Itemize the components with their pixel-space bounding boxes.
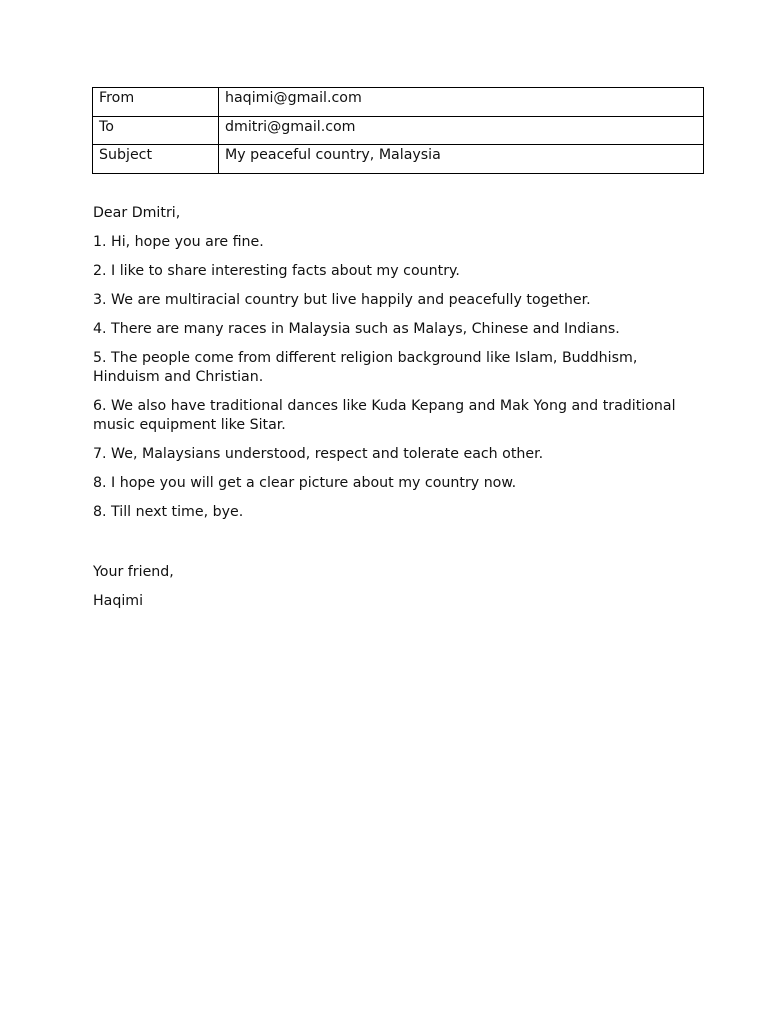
letter-point-2: 2. I like to share interesting facts about my country. [93,263,460,279]
letter-point-8: 8. I hope you will get a clear picture about my country now. [93,475,517,491]
letter-point-3: 3. We are multiracial country but live happily and peacefully together. [93,292,591,308]
letter-body [93,204,683,532]
subject-value: My peaceful country, Malaysia [219,145,704,174]
letter-point-5: 5. The people come from different religion background like Islam, Buddhism, Hinduism and Christian. [93,350,638,385]
to-value: dmitri@gmail.com [219,116,704,145]
letter-point-7: 7. We, Malaysians understood, respect and tolerate each other. [93,446,544,462]
greeting: Dear Dmitri, [93,205,181,221]
subject-label: Subject [93,145,219,174]
header-row-subject [93,145,704,174]
closing-line: Your friend, [93,564,174,580]
letter-point-6: 6. We also have traditional dances like Kuda Kepang and Mak Yong and traditional music equipment like Sitar. [93,398,676,433]
signature: Haqimi [93,593,144,609]
letter-closing [93,563,493,621]
from-value: haqimi@gmail.com [219,88,704,117]
from-label: From [93,88,219,117]
email-header-table [92,87,704,174]
letter-point-4: 4. There are many races in Malaysia such as Malays, Chinese and Indians. [93,321,620,337]
letter-point-9: 8. Till next time, bye. [93,504,244,520]
to-label: To [93,116,219,145]
letter-point-1: 1. Hi, hope you are fine. [93,234,264,250]
header-row-to [93,116,704,145]
header-row-from [93,88,704,117]
